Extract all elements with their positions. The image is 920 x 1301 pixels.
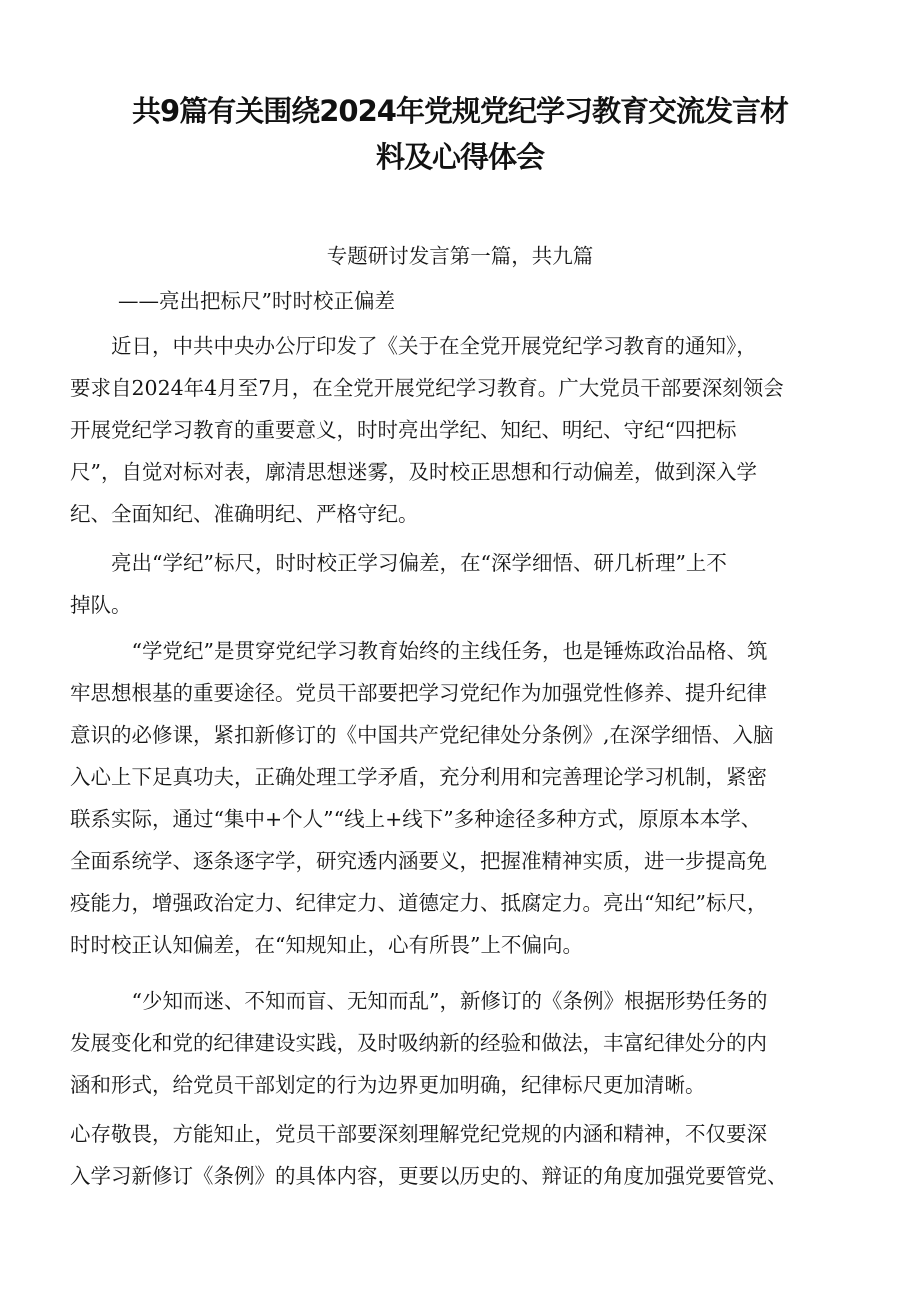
title-line-1: 共9篇有关围绕2024年党规党纪学习教育交流发言材 bbox=[132, 94, 788, 128]
document-title bbox=[100, 88, 820, 180]
paragraph-line: “学党纪”是贯穿党纪学习教育始终的主线任务，也是锤炼政治品格、筑 bbox=[70, 639, 768, 663]
paragraph-line: 时时校正认知偏差，在“知规知止，心有所畏”上不偏向。 bbox=[70, 933, 583, 957]
paragraph-line: 发展变化和党的纪律建设实践，及时吸纳新的经验和做法，丰富纪律处分的内 bbox=[70, 1031, 767, 1055]
paragraph-1 bbox=[70, 325, 870, 535]
paragraph-2 bbox=[70, 542, 870, 626]
paragraph-line: 联系实际，通过“集中+个人”“线上+线下”多种途径多种方式，原原本本学、 bbox=[70, 807, 762, 831]
paragraph-3 bbox=[70, 630, 870, 966]
section-heading: ——亮出把标尺”时时校正偏差 bbox=[118, 289, 395, 313]
paragraph-line: 尺”，自觉对标对表，廓清思想迷雾，及时校正思想和行动偏差，做到深入学 bbox=[70, 460, 757, 484]
paragraph-line: 牢思想根基的重要途径。党员干部要把学习党纪作为加强党性修养、提升纪律 bbox=[70, 681, 767, 705]
title-line-2: 料及心得体会 bbox=[375, 140, 544, 174]
paragraph-line: 全面系统学、逐条逐字学，研究透内涵要义，把握准精神实质，进一步提高免 bbox=[70, 849, 767, 873]
document-subtitle: 专题研讨发言第一篇，共九篇 bbox=[326, 244, 594, 268]
paragraph-4 bbox=[70, 980, 870, 1106]
paragraph-line: 纪、全面知纪、准确明纪、严格守纪。 bbox=[70, 502, 419, 526]
paragraph-line: 意识的必修课，紧扣新修订的《中国共产党纪律处分条例》,在深学细悟、入脑 bbox=[70, 723, 774, 747]
paragraph-line: 心存敬畏，方能知止，党员干部要深刻理解党纪党规的内涵和精神，不仅要深 bbox=[70, 1122, 767, 1146]
paragraph-line: 掉队。 bbox=[70, 593, 132, 617]
paragraph-line: “少知而迷、不知而盲、无知而乱”，新修订的《条例》根据形势任务的 bbox=[70, 989, 768, 1013]
paragraph-line: 亮出“学纪”标尺，时时校正学习偏差，在“深学细悟、研几析理”上不 bbox=[70, 551, 727, 575]
paragraph-line: 要求自2024年4月至7月，在全党开展党纪学习教育。广大党员干部要深刻领会 bbox=[70, 376, 784, 400]
paragraph-line: 入心上下足真功夫，正确处理工学矛盾，充分利用和完善理论学习机制，紧密 bbox=[70, 765, 767, 789]
paragraph-line: 疫能力，增强政治定力、纪律定力、道德定力、抵腐定力。亮出“知纪”标尺， bbox=[70, 891, 768, 915]
paragraph-5 bbox=[70, 1113, 870, 1197]
paragraph-line: 开展党纪学习教育的重要意义，时时亮出学纪、知纪、明纪、守纪“四把标 bbox=[70, 418, 737, 442]
paragraph-line: 入学习新修订《条例》的具体内容，更要以历史的、辩证的角度加强党要管党、 bbox=[70, 1164, 788, 1188]
paragraph-line: 涵和形式，给党员干部划定的行为边界更加明确，纪律标尺更加清晰。 bbox=[70, 1073, 706, 1097]
paragraph-line: 近日，中共中央办公厅印发了《关于在全党开展党纪学习教育的通知》， bbox=[70, 334, 757, 358]
